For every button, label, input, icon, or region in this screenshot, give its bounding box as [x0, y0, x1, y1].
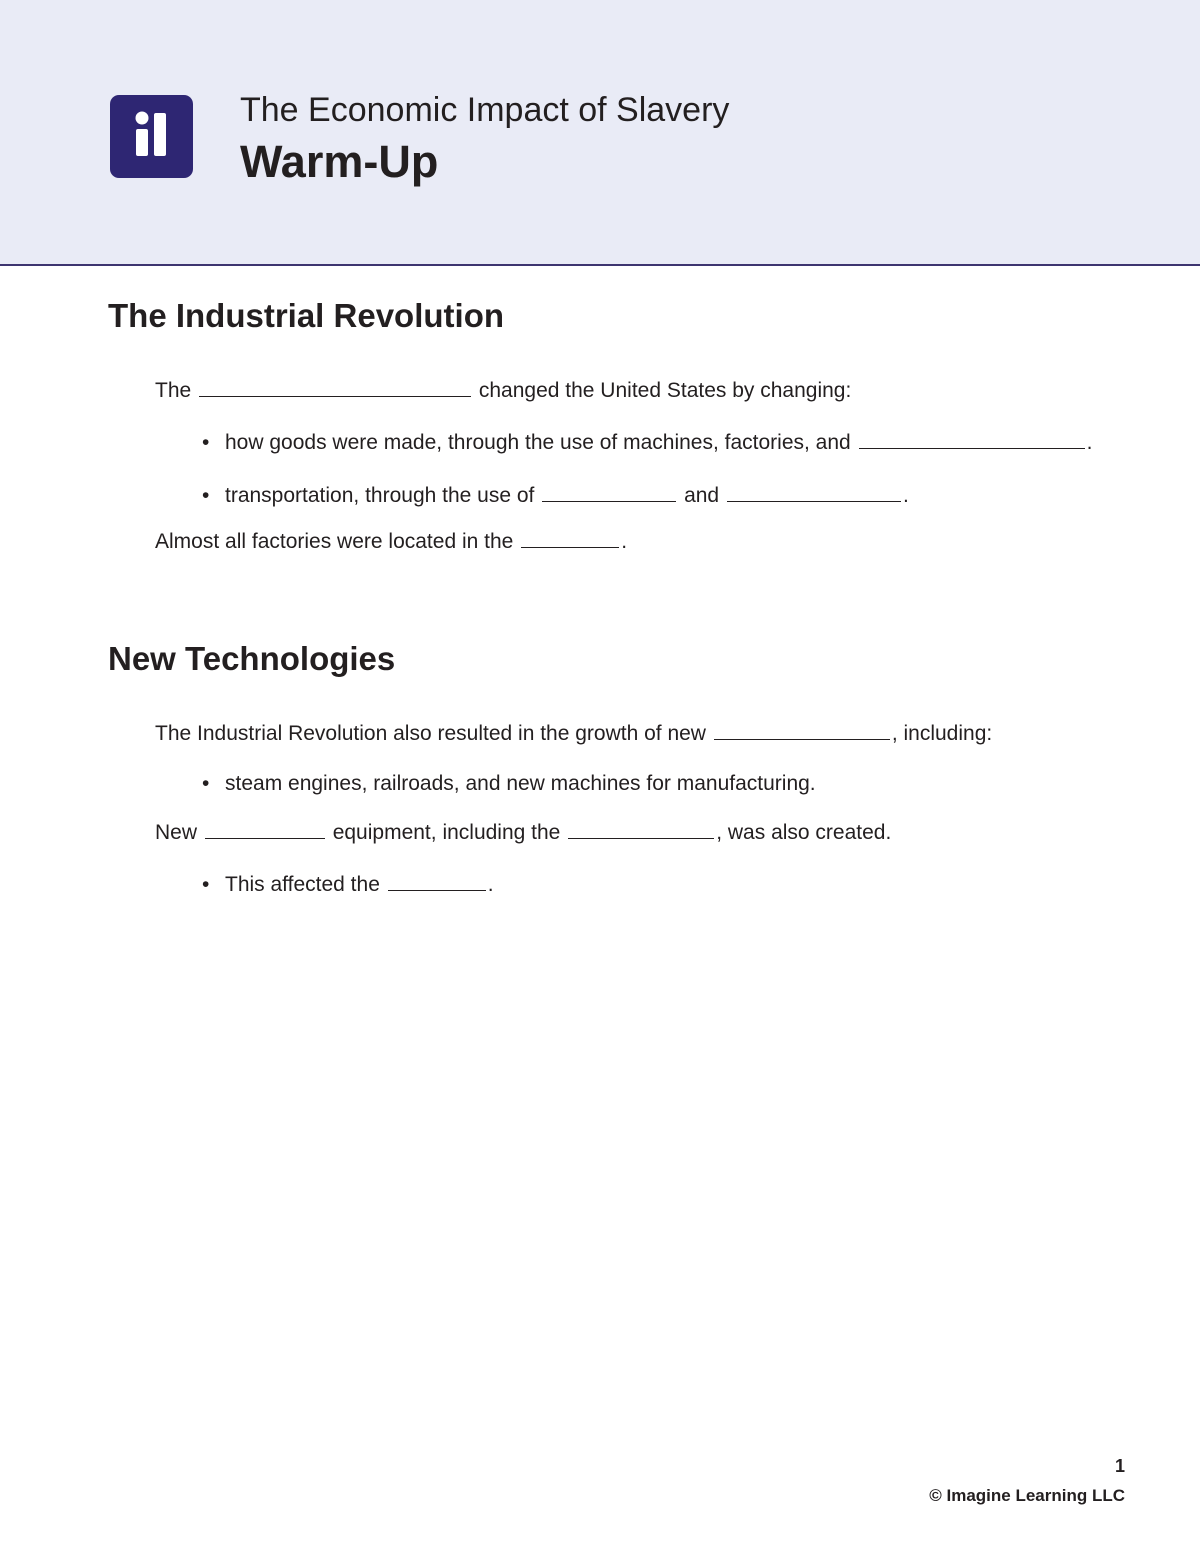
line-text: and	[684, 484, 720, 507]
answer-blank[interactable]	[542, 481, 676, 502]
bullet-icon: •	[202, 484, 210, 507]
line-text: The Industrial Revolution also resulted in the growth of new	[155, 722, 706, 745]
line-text: .	[621, 530, 628, 553]
bullet-icon: •	[202, 873, 210, 896]
copyright-notice: © Imagine Learning LLC	[929, 1486, 1125, 1505]
answer-blank[interactable]	[388, 870, 486, 891]
line-text: steam engines, railroads, and new machines for manufacturing.	[225, 772, 816, 795]
answer-blank[interactable]	[727, 481, 901, 502]
line-text: changed the United States by changing:	[478, 379, 852, 402]
line-text: The	[155, 379, 192, 402]
answer-blank[interactable]	[714, 719, 890, 740]
line-text: This affected the	[225, 873, 380, 896]
line-text: how goods were made, through the use of machines, factories, and	[225, 431, 851, 454]
line-text: , including:	[891, 722, 993, 745]
document-title: The Economic Impact of Slavery	[240, 91, 730, 129]
worksheet-line	[155, 719, 992, 748]
line-text: New	[155, 821, 198, 844]
bullet-icon: •	[202, 772, 210, 795]
line-text: transportation, through the use of	[225, 484, 535, 507]
worksheet-bullet	[202, 428, 1092, 457]
worksheet-bullet	[202, 870, 494, 899]
worksheet-line	[155, 376, 851, 405]
worksheet-line	[155, 527, 627, 556]
header-band	[0, 0, 1200, 266]
answer-blank[interactable]	[568, 818, 714, 839]
answer-blank[interactable]	[205, 818, 325, 839]
imagine-learning-logo-icon	[110, 95, 193, 178]
line-text: .	[487, 873, 494, 896]
section-heading-new-technologies: New Technologies	[108, 640, 396, 677]
worksheet-bullet	[202, 770, 816, 798]
bullet-icon: •	[202, 431, 210, 454]
line-text: equipment, including the	[332, 821, 561, 844]
page-number: 1	[1114, 1456, 1125, 1476]
line-text: , was also created.	[716, 821, 892, 844]
answer-blank[interactable]	[199, 376, 471, 397]
worksheet-bullet	[202, 481, 909, 510]
line-text: .	[902, 484, 909, 507]
worksheet-line	[155, 818, 891, 847]
line-text: .	[1086, 431, 1093, 454]
answer-blank[interactable]	[859, 428, 1085, 449]
answer-blank[interactable]	[521, 527, 619, 548]
line-text: Almost all factories were located in the	[155, 530, 514, 553]
document-subtitle: Warm-Up	[240, 136, 439, 187]
section-heading-industrial-revolution: The Industrial Revolution	[108, 297, 505, 334]
